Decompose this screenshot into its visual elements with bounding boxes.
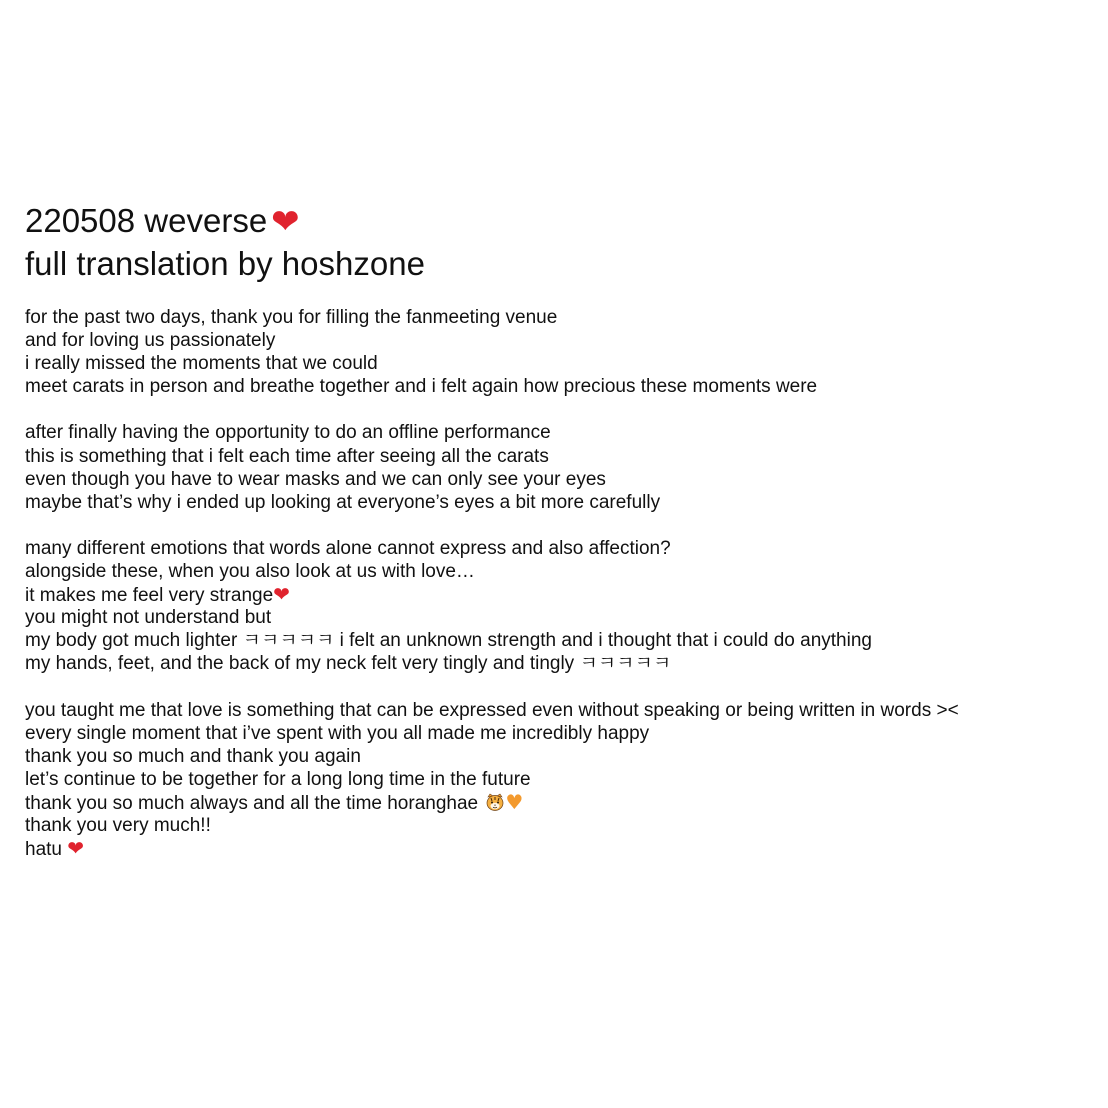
text-line: this is something that i felt each time after seeing all the carats — [25, 445, 549, 467]
text-line: my hands, feet, and the back of my neck felt very tingly and tingly ㅋㅋㅋㅋㅋ — [25, 653, 672, 675]
title-text: 220508 weverse — [25, 202, 268, 239]
text-line: let’s continue to be together for a long long time in the future — [25, 768, 531, 790]
text-line: you taught me that love is something that can be expressed even without speaking or being written in words >< — [25, 699, 959, 721]
text-line: my body got much lighter ㅋㅋㅋㅋㅋ i felt an unknown strength and i thought that i could do anything — [25, 630, 872, 652]
text-line: thank you so much always and all the time horanghae — [25, 792, 484, 814]
text-line: after finally having the opportunity to do an offline performance — [25, 422, 551, 444]
text-line: maybe that’s why i ended up looking at everyone’s eyes a bit more carefully — [25, 491, 661, 513]
text-line: it makes me feel very strange — [25, 585, 274, 607]
text-line: every single moment that i’ve spent with you all made me incredibly happy — [25, 722, 650, 744]
paragraph-gap — [25, 398, 1095, 421]
tiger-face-icon — [485, 792, 505, 812]
text-line: and for loving us passionately — [25, 330, 276, 352]
text-line: meet carats in person and breathe together and i felt again how precious these moments were — [25, 376, 818, 398]
text-line: you might not understand but — [25, 607, 272, 629]
red-heart-icon: ❤ — [67, 836, 85, 861]
title-block — [25, 200, 425, 285]
text-line-with-emoji — [25, 791, 1095, 814]
title-line-1 — [25, 200, 425, 243]
text-line: thank you very much!! — [25, 815, 211, 837]
orange-heart-icon: ♥ — [505, 789, 524, 814]
text-line: hatu — [25, 839, 62, 861]
text-line: even though you have to wear masks and we can only see your eyes — [25, 468, 606, 490]
message-body — [25, 306, 1095, 860]
text-line: i really missed the moments that we could — [25, 353, 378, 375]
text-line-with-heart — [25, 583, 1095, 606]
paragraph-gap — [25, 514, 1095, 537]
text-line: for the past two days, thank you for filling the fanmeeting venue — [25, 307, 558, 328]
text-line-with-heart — [25, 837, 1095, 860]
red-heart-icon: ❤ — [273, 582, 290, 607]
title-line-2: full translation by hoshzone — [25, 245, 425, 282]
paragraph-gap — [25, 676, 1095, 699]
text-line: many different emotions that words alone cannot express and also affection? — [25, 537, 671, 559]
red-heart-icon: ❤ — [271, 202, 300, 242]
text-line: thank you so much and thank you again — [25, 745, 361, 767]
text-line: alongside these, when you also look at us with love… — [25, 561, 475, 583]
